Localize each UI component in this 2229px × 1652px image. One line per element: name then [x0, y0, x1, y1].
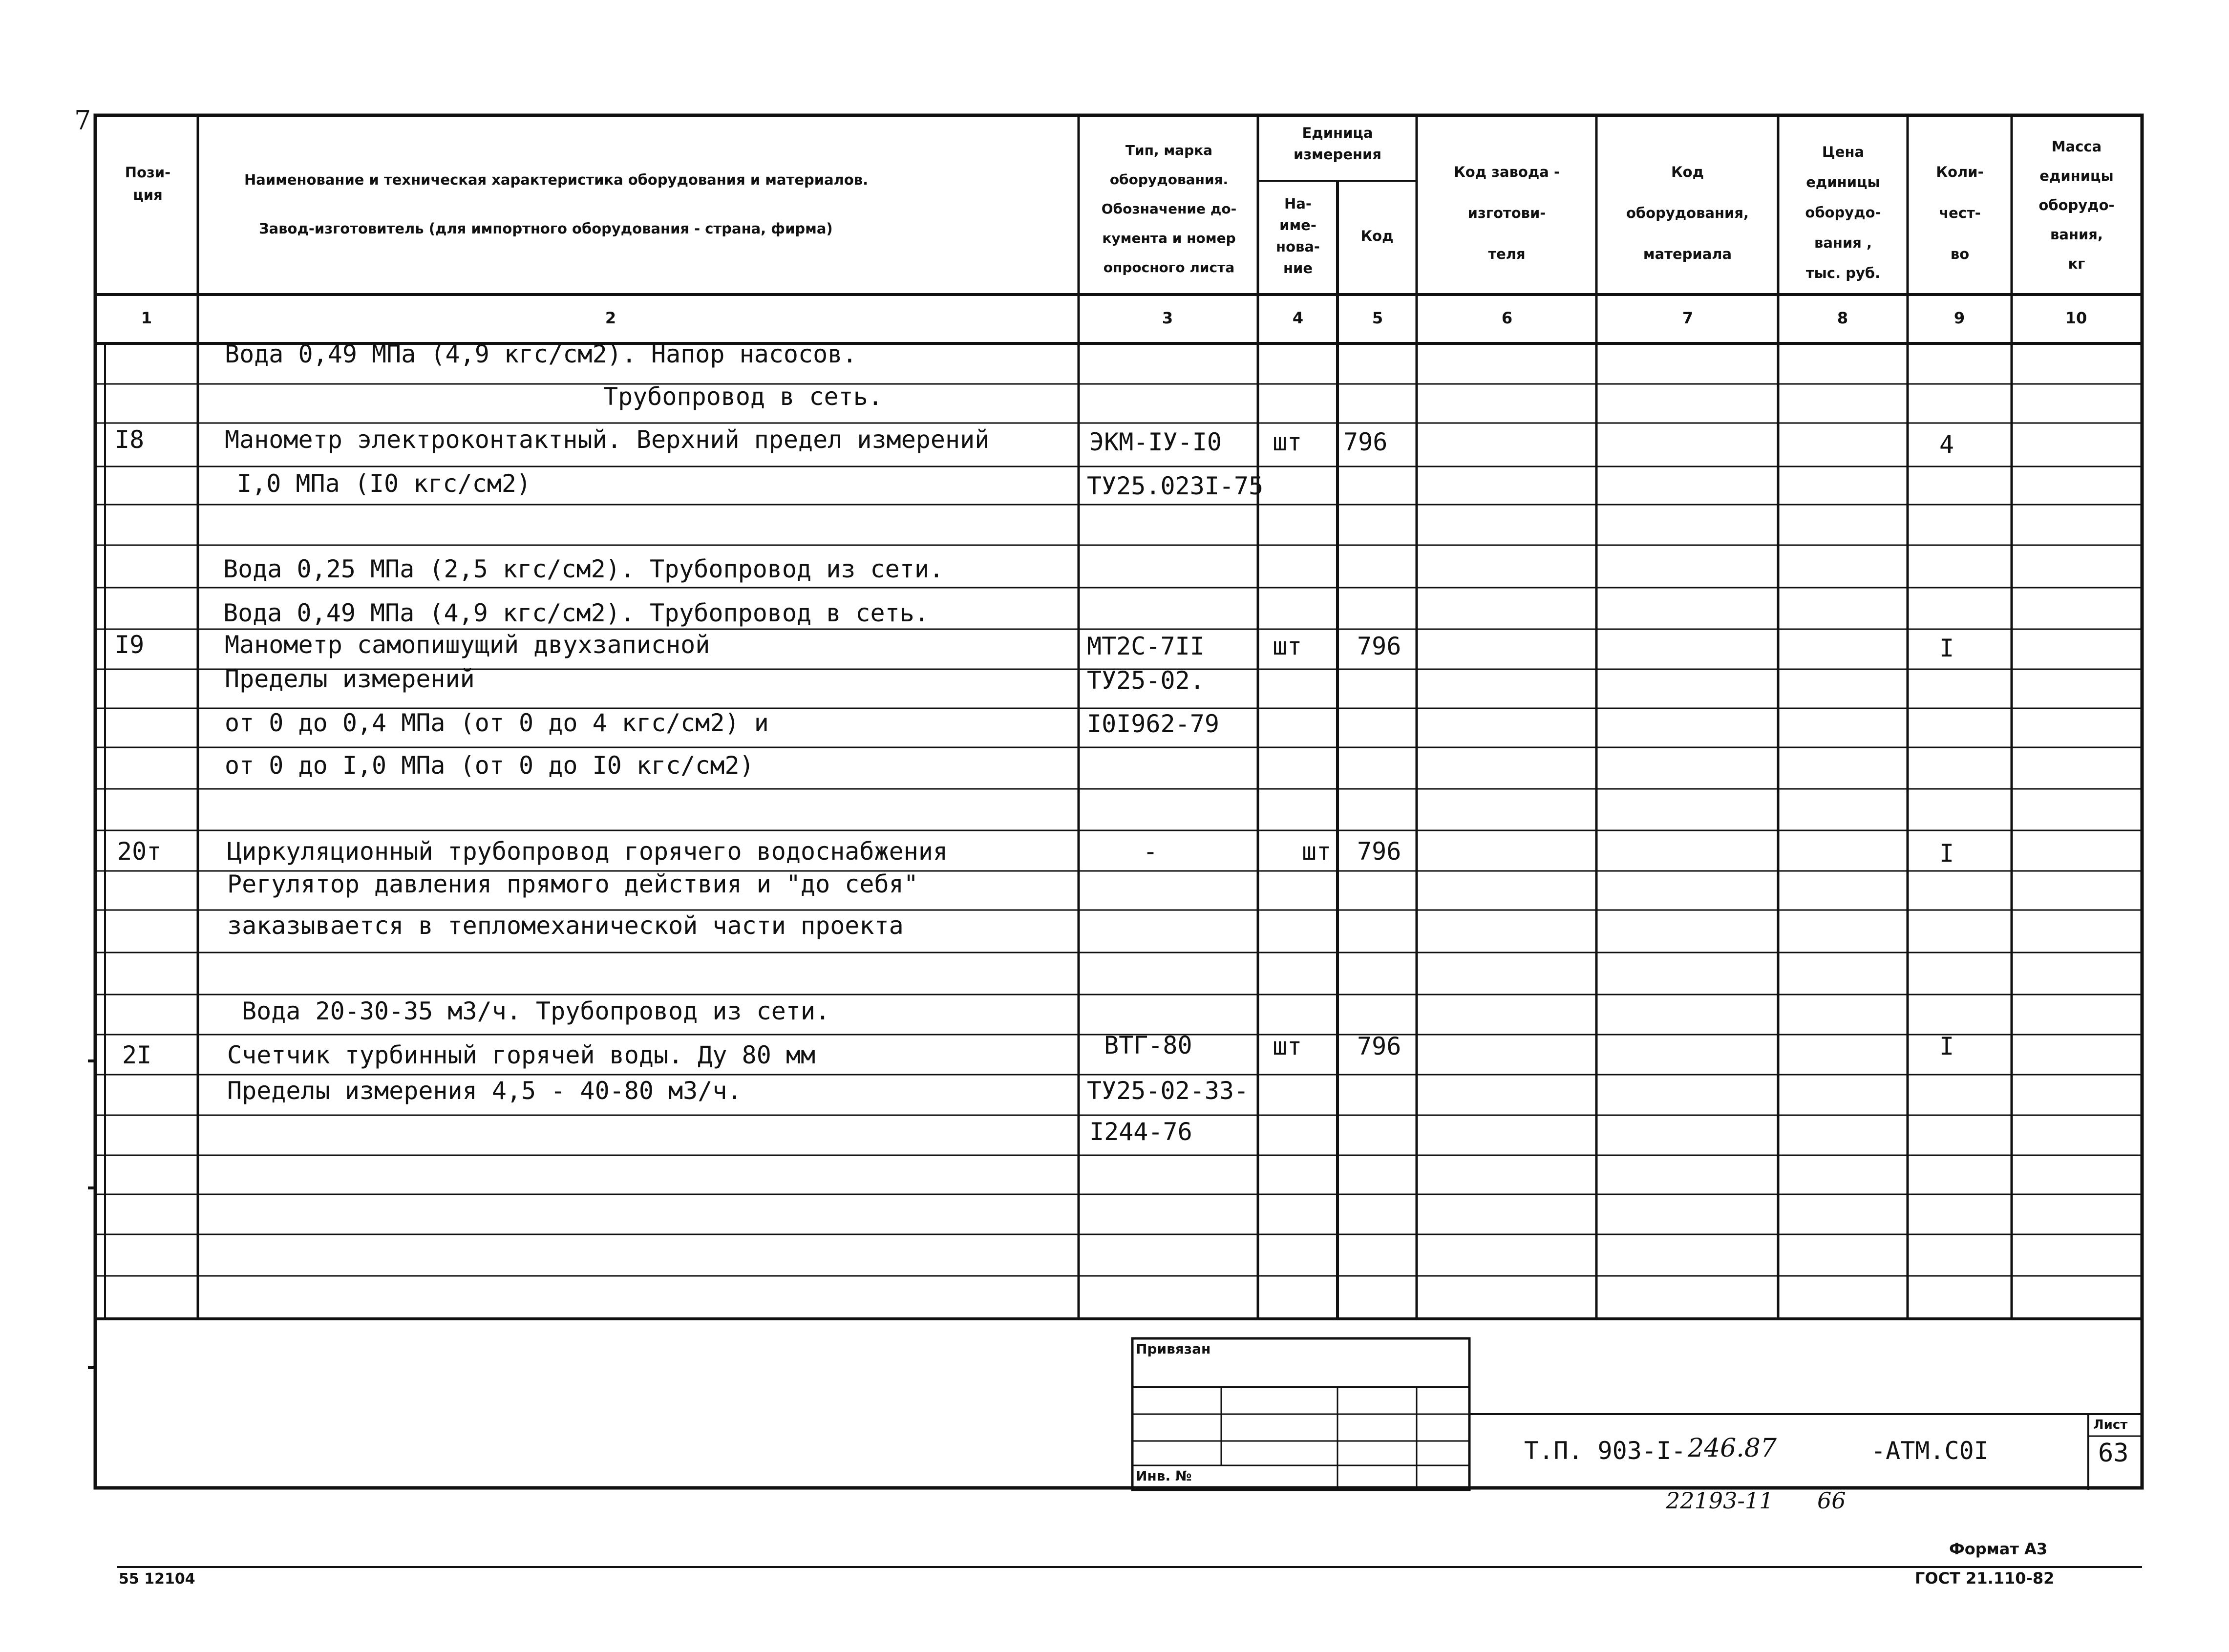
column-number: 4 [1292, 309, 1304, 327]
row-type: I0I962-79 [1087, 710, 1219, 738]
column-number: 7 [1682, 309, 1694, 327]
column-number: 2 [605, 309, 616, 327]
row-quantity: I [1939, 1032, 1954, 1060]
header-quantity: Коли- чест- во [1936, 164, 1984, 262]
row-code: 796 [1357, 632, 1401, 660]
row-type: ТУ25-02-33- [1087, 1077, 1249, 1105]
header-type: Тип, марка оборудования. Обозначение до- кумента и номер опросного листа [1101, 142, 1237, 275]
row-type: ТУ25-02. [1087, 666, 1205, 695]
header-unit-code: Код [1360, 228, 1394, 244]
row-position: 2I [122, 1041, 152, 1069]
row-type: ВТГ-80 [1104, 1031, 1192, 1059]
row-quantity: I [1939, 634, 1954, 662]
row-name: Пределы измерения 4,5 - 40-80 м3/ч. [227, 1077, 742, 1105]
format-label: Формат А3 [1949, 1540, 2048, 1558]
column-number: 3 [1162, 309, 1173, 327]
designation-handwritten: 246.87 [1688, 1434, 1777, 1463]
header-position: Пози- ция [125, 164, 171, 203]
row-unit: шт [1273, 428, 1302, 456]
row-name: Регулятор давления прямого действия и "до себя" [227, 870, 918, 898]
row-unit: шт [1302, 837, 1332, 866]
row-name: заказывается в тепломеханической части проекта [227, 911, 904, 940]
row-position: 20т [117, 837, 162, 866]
row-quantity: I [1939, 839, 1954, 868]
header-manufacturer-code: Код завода - изготови- теля [1454, 164, 1560, 262]
column-number: 1 [141, 309, 152, 327]
sheet-number: 63 [2098, 1439, 2129, 1468]
row-name: Вода 0,49 МПа (4,9 кгс/см2). Напор насосов. [225, 340, 857, 368]
row-name: Вода 20-30-35 м3/ч. Трубопровод из сети. [242, 997, 830, 1025]
row-code: 796 [1343, 428, 1388, 456]
row-type: ЭКМ-IУ-I0 [1089, 428, 1222, 456]
header-unit-group: Единица измерения [1294, 125, 1381, 163]
sheet-label: Лист [2093, 1418, 2128, 1432]
column-number: 6 [1501, 309, 1513, 327]
stamp-privyazan: Привязан [1136, 1341, 1211, 1357]
row-name: Циркуляционный трубопровод горячего водоснабжения [227, 837, 948, 866]
column-number: 9 [1953, 309, 1965, 327]
header-name: Наименование и техническая характеристика оборудования и материалов. Завод-изготовитель (для импортного оборудования - страна, фирма) [244, 171, 869, 237]
column-number: 8 [1837, 309, 1848, 327]
row-name: Вода 0,25 МПа (2,5 кгс/см2). Трубопровод из сети. [223, 555, 944, 583]
header-price: Цена единицы оборудо- вания , тыс. руб. [1805, 144, 1881, 281]
row-name: от 0 до I,0 МПа (от 0 до I0 кгс/см2) [225, 751, 754, 780]
page-mark: 7 [74, 105, 91, 136]
row-unit: шт [1273, 1032, 1302, 1060]
document-designation-suffix: -АТМ.С0I [1871, 1437, 1989, 1465]
row-type: I244-76 [1089, 1118, 1192, 1146]
row-type: МТ2С-7II [1087, 632, 1205, 660]
header-unit-name: На- име- нова- ние [1276, 195, 1320, 276]
row-position: I8 [115, 425, 145, 454]
row-name: Вода 0,49 МПа (4,9 кгс/см2). Трубопровод в сеть. [223, 599, 929, 627]
row-code: 796 [1357, 837, 1401, 866]
row-name: Счетчик турбинный горячей воды. Ду 80 мм [227, 1041, 816, 1069]
row-name: I,0 МПа (I0 кгс/см2) [237, 469, 531, 498]
print-code: 55 12104 [119, 1570, 195, 1588]
handwritten-number-b: 66 [1817, 1487, 1846, 1514]
header-equipment-code: Код оборудования, материала [1626, 164, 1749, 262]
handwritten-number-a: 22193-11 [1666, 1487, 1774, 1514]
row-name: Трубопровод в сеть. [603, 382, 883, 411]
row-name: Манометр электроконтактный. Верхний предел измерений [225, 425, 990, 454]
row-position: I9 [115, 631, 145, 659]
row-type: - [1143, 837, 1158, 866]
row-name: Манометр самопишущий двухзаписной [225, 631, 710, 659]
column-number: 10 [2065, 309, 2087, 327]
row-type: ТУ25.023I-75 [1087, 472, 1264, 500]
stamp-inventory: Инв. № [1136, 1468, 1192, 1484]
document-designation: Т.П. 903-I- [1524, 1437, 1686, 1465]
row-quantity: 4 [1939, 430, 1954, 459]
header-mass: Масса единицы оборудо- вания, кг [2038, 138, 2115, 272]
row-code: 796 [1357, 1032, 1401, 1060]
gost-label: ГОСТ 21.110-82 [1915, 1569, 2055, 1588]
row-unit: шт [1273, 632, 1302, 660]
row-name: от 0 до 0,4 МПа (от 0 до 4 кгс/см2) и [225, 709, 769, 737]
column-number: 5 [1372, 309, 1383, 327]
row-name: Пределы измерений [225, 665, 475, 693]
